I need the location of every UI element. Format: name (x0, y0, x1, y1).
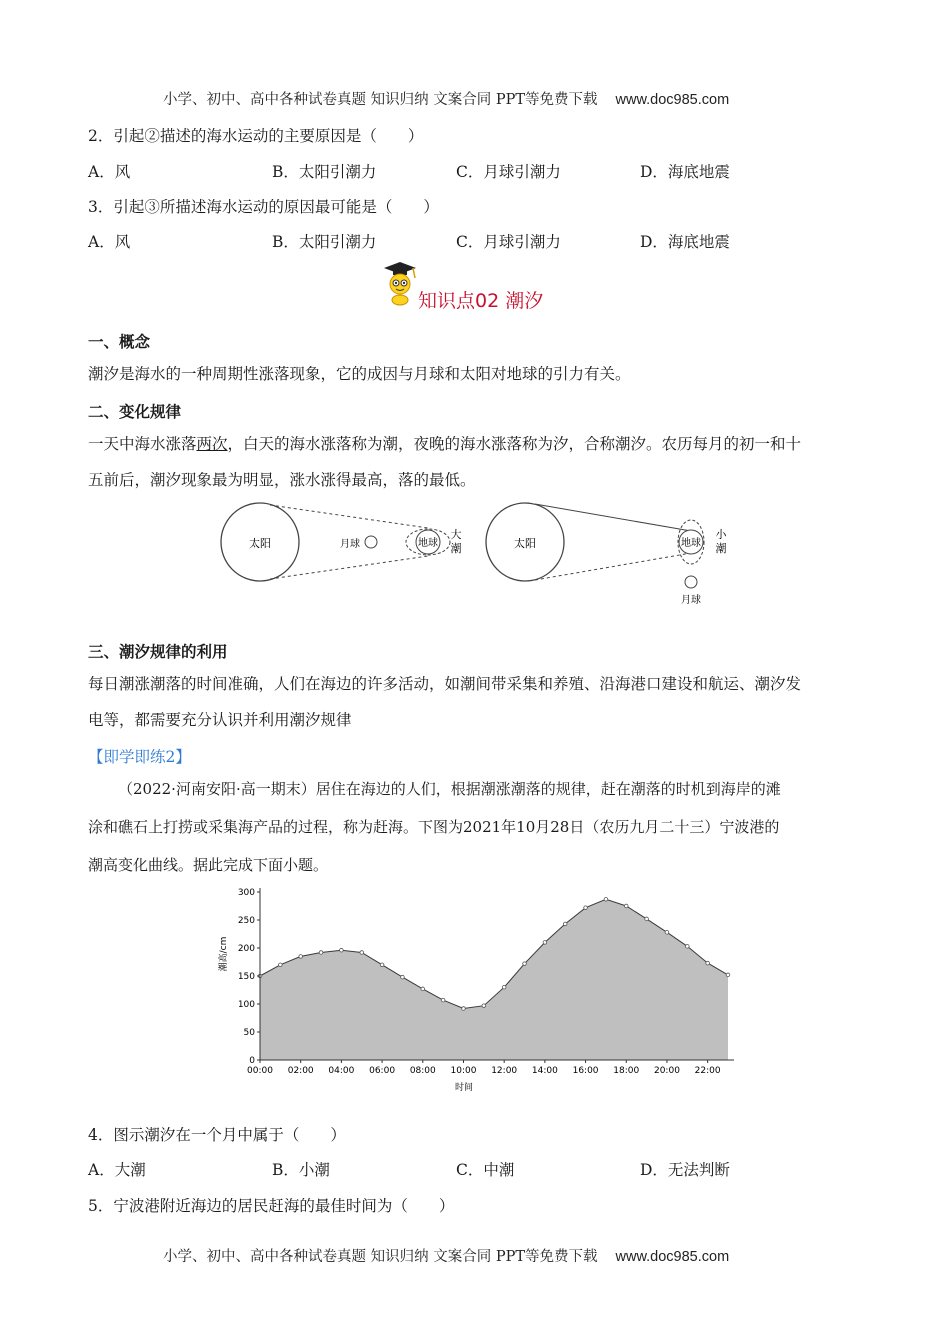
footer-text: 小学、初中、高中各种试卷真题 知识归纳 文案合同 PPT等免费下载 (163, 1249, 598, 1265)
y-tick-label: 50 (243, 1028, 255, 1038)
x-tick-label: 10:00 (450, 1066, 477, 1076)
x-axis-label: 时间 (454, 1083, 474, 1093)
x-tick-label: 02:00 (287, 1066, 314, 1076)
data-point (726, 973, 730, 977)
footer-url[interactable]: www.doc985.com (615, 1249, 730, 1265)
section-3-text: 每日潮涨潮落的时间准确，人们在海边的许多活动，如潮间带采集和养殖、沿海港口建设和航运、潮汐发 (88, 675, 802, 693)
x-tick-label: 20:00 (653, 1066, 680, 1076)
question-2-stem: 2．引起②描述的海水运动的主要原因是（ ） (88, 127, 424, 145)
tide-area (260, 899, 728, 1060)
data-point (441, 998, 445, 1002)
question-2-options (88, 160, 824, 182)
data-point (563, 922, 567, 926)
question-5-stem: 5．宁波港附近海边的居民赶海的最佳时间为（ ） (88, 1197, 455, 1215)
option-a: A．风 (88, 233, 131, 251)
option-d: D．海底地震 (640, 233, 730, 251)
data-point (380, 963, 384, 967)
x-tick-label: 00:00 (247, 1066, 273, 1076)
y-tick-label: 300 (237, 888, 255, 898)
example-text-line-3: 潮高变化曲线。据此完成下面小题。 (88, 856, 329, 874)
section-1-heading: 一、概念 (88, 333, 151, 351)
moon-circle (365, 536, 377, 548)
data-point (299, 955, 303, 959)
header-url[interactable]: www.doc985.com (615, 92, 730, 108)
data-point (421, 987, 425, 991)
data-point (462, 1007, 466, 1011)
y-tick-label: 0 (249, 1056, 255, 1066)
x-tick-label: 08:00 (409, 1066, 436, 1076)
option-c: C．月球引潮力 (456, 163, 561, 181)
practice-label: 【即学即练2】 (88, 748, 191, 766)
section-3-heading: 三、潮汐规律的利用 (88, 643, 228, 661)
section-2-text-line-2: 五前后，潮汐现象最为明显，涨水涨得最高，落的最低。 (88, 471, 476, 489)
question-3-stem: 3．引起③所描述海水运动的原因最可能是（ ） (88, 198, 439, 216)
data-point (584, 906, 588, 910)
moon-label: 月球 (681, 595, 701, 606)
underlined-word: 两次 (196, 435, 228, 453)
data-point (604, 897, 608, 901)
data-point (279, 963, 283, 967)
option-c: C．月球引潮力 (456, 233, 561, 251)
spring-tide-label-2: 潮 (450, 542, 462, 555)
moon-circle (685, 576, 697, 588)
scholar-mascot-icon (380, 260, 420, 306)
data-point (665, 931, 669, 935)
sun-label: 太阳 (514, 537, 536, 550)
earth-label: 地球 (418, 538, 438, 549)
section-2-text: 一天中海水涨落两次，白天的海水涨落称为潮，夜晚的海水涨落称为汐，合称潮汐。农历每月的初一和十 (88, 435, 802, 453)
data-point (543, 941, 547, 945)
data-point (319, 951, 323, 955)
data-point (360, 951, 364, 955)
data-point (645, 917, 649, 921)
section-1-text: 潮汐是海水的一种周期性涨落现象，它的成因与月球和太阳对地球的引力有关。 (88, 365, 631, 383)
tide-diagram (215, 500, 735, 612)
page-footer (163, 1245, 729, 1266)
x-tick-label: 12:00 (491, 1066, 518, 1076)
option-c: C．中潮 (456, 1161, 515, 1179)
data-point (482, 1004, 486, 1008)
y-tick-label: 150 (237, 972, 255, 982)
neap-tide-label-2: 潮 (715, 542, 727, 555)
data-point (523, 962, 527, 966)
option-d: D．无法判断 (640, 1161, 730, 1179)
example-text-line-1: （2022·河南安阳·高一期末）居住在海边的人们，根据潮涨潮落的规律，赶在潮落的时机到海岸的滩 (118, 780, 781, 798)
option-a: A．风 (88, 163, 131, 181)
section-2-heading: 二、变化规律 (88, 403, 182, 421)
option-b: B．小潮 (272, 1161, 330, 1179)
spring-tide-label-1: 大 (450, 528, 462, 541)
option-d: D．海底地震 (640, 163, 730, 181)
data-point (340, 948, 344, 952)
data-point (401, 975, 405, 979)
data-point (624, 904, 628, 908)
y-tick-label: 100 (237, 1000, 255, 1010)
data-point (706, 961, 710, 965)
option-a: A．大潮 (88, 1161, 146, 1179)
question-4-options (88, 1158, 824, 1180)
moon-label: 月球 (340, 539, 360, 550)
x-tick-label: 16:00 (572, 1066, 599, 1076)
option-b: B．太阳引潮力 (272, 233, 377, 251)
y-tick-label: 200 (237, 944, 255, 954)
x-tick-label: 04:00 (328, 1066, 355, 1076)
data-point (686, 945, 690, 949)
tide-height-chart (210, 882, 740, 1097)
example-text-line-2: 涂和礁石上打捞或采集海产品的过程，称为赶海。下图为2021年10月28日（农历九月二十三）宁波港的 (88, 818, 780, 836)
x-tick-label: 22:00 (694, 1066, 721, 1076)
y-axis-label: 潮高/cm (219, 936, 229, 972)
earth-label: 地球 (681, 538, 701, 549)
x-tick-label: 14:00 (531, 1066, 558, 1076)
option-b: B．太阳引潮力 (272, 163, 377, 181)
data-point (502, 985, 506, 989)
y-tick-label: 250 (237, 916, 255, 926)
spring-tide-diagram (221, 503, 462, 581)
page-header (163, 88, 729, 109)
question-4-stem: 4．图示潮汐在一个月中属于（ ） (88, 1126, 346, 1144)
question-3-options (88, 230, 824, 252)
neap-tide-diagram (486, 503, 728, 606)
header-text: 小学、初中、高中各种试卷真题 知识归纳 文案合同 PPT等免费下载 (163, 92, 598, 108)
neap-tide-label-1: 小 (715, 528, 727, 541)
sun-label: 太阳 (249, 537, 271, 550)
x-tick-label: 06:00 (369, 1066, 396, 1076)
section-3-text-line-2: 电等，都需要充分认识并利用潮汐规律 (88, 711, 352, 729)
x-tick-label: 18:00 (613, 1066, 640, 1076)
knowledge-point-title: 知识点02 潮汐 (418, 290, 544, 312)
